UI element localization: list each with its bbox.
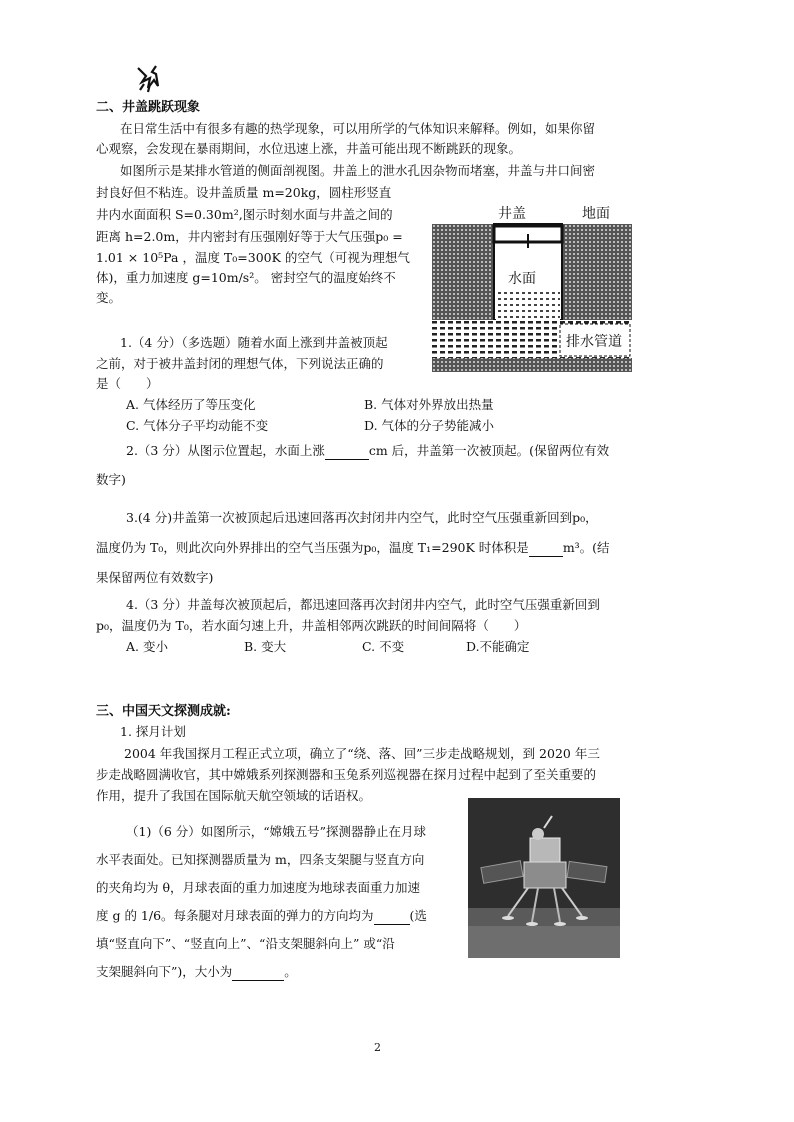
q3-text-post: m³。(结: [562, 540, 610, 555]
q3-line-1: 3.(4 分)井盖第一次被顶起后迅速回落再次封闭井内空气，此时空气压强重新回到p₀，: [126, 510, 598, 525]
label-manhole-cover: 井盖: [498, 206, 526, 222]
lunar-para-2: 步走战略圆满收官，其中嫦娥系列探测器和玉兔系列巡视器在探月过程中起到了至关重要的: [96, 767, 597, 782]
intro-line-1: 在日常生活中有很多有趣的热学现象，可以用所学的气体知识来解释。例如，如果你留: [120, 121, 596, 136]
q1-option-c: C. 气体分子平均动能不变: [126, 418, 269, 433]
well-water: [496, 292, 560, 320]
q4-option-c: C. 不变: [362, 639, 405, 654]
para-line-1: 如图所示是某排水管道的侧面剖视图。井盖上的泄水孔因杂物而堵塞，井盖与井口间密: [120, 163, 596, 178]
q1-line-2: 之前，对于被井盖封闭的理想气体，下列说法正确的: [96, 356, 384, 371]
q1-option-b: B. 气体对外界放出热量: [364, 397, 494, 412]
page-number: 2: [374, 1041, 381, 1054]
q1-line-1: 1.（4 分）（多选题）随着水面上涨到井盖被顶起: [120, 335, 388, 350]
lunar-q1-magnitude-blank[interactable]: [232, 964, 284, 981]
lunar-para-3: 作用，提升了我国在国际航天航空领域的话语权。: [96, 788, 372, 803]
para-line-6: 体)，重力加速度 g=10m/s²。 密封空气的温度始终不: [96, 270, 396, 285]
subsection-lunar: 1. 探月计划: [120, 724, 186, 739]
q2-answer-blank[interactable]: [325, 443, 369, 460]
lunar-q1-text-post: (选: [409, 908, 427, 923]
q3-text-pre: 温度仍为 T₀，则此次向外界排出的空气当压强为p₀，温度 T₁=290K 时体积是: [96, 540, 529, 555]
para-line-4: 距离 h=2.0m，井内密封有压强刚好等于大气压强p₀ =: [96, 229, 403, 244]
lunar-q1-line-5: 填“竖直向下”、“竖直向上”、“沿支架腿斜向上” 或“沿: [96, 936, 395, 951]
para-line-7: 变。: [96, 290, 122, 305]
q4-line-1: 4.（3 分）井盖每次被顶起后，都迅速回落再次封闭井内空气，此时空气压强重新回到: [126, 597, 600, 612]
q4-option-b: B. 变大: [244, 639, 287, 654]
q1-option-a: A. 气体经历了等压变化: [126, 397, 256, 412]
ground-left: [432, 224, 494, 320]
q2-text-post: cm 后，井盖第一次被顶起。(保留两位有效: [368, 443, 610, 458]
lunar-q1-text6-post: 。: [284, 964, 297, 979]
para-line-3: 井内水面面积 S=0.30m²,图示时刻水面与井盖之间的: [96, 207, 393, 222]
q4-line-2: p₀，温度仍为 T₀，若水面匀速上升，井盖相邻两次跳跃的时间间隔将（ ）: [96, 618, 527, 633]
lunar-q1-text-pre: 度 g 的 1/6。每条腿对月球表面的弹力的方向均为: [96, 908, 374, 923]
q4-option-a: A. 变小: [126, 639, 168, 654]
section-title-astronomy: 三、中国天文探测成就:: [96, 704, 231, 719]
q2-text-pre: 2.（3 分）从图示位置起，水面上涨: [126, 443, 325, 458]
lunar-q1-line-2: 水平表面处。已知探测器质量为 m，四条支架腿与竖直方向: [96, 852, 425, 867]
lunar-para-1: 2004 年我国探月工程正式立项，确立了“绕、落、回”三步走战略规划，到 2020 年三: [124, 746, 600, 761]
lunar-q1-direction-blank[interactable]: [374, 908, 410, 925]
q2-line-2: 数字): [96, 472, 126, 487]
q1-option-d: D. 气体的分子势能减小: [364, 418, 495, 433]
lunar-q1-line-1: （1)（6 分）如图所示，“嫦娥五号”探测器静止在月球: [126, 824, 427, 839]
ground-right: [562, 224, 632, 320]
para-line-2: 封良好但不粘连。设井盖质量 m=20kg，圆柱形竖直: [96, 185, 392, 200]
label-water-surface: 水面: [506, 268, 538, 288]
lunar-q1-line-4: [96, 908, 427, 925]
q3-answer-blank[interactable]: [529, 540, 563, 557]
label-drain-pipe: 排水管道: [564, 331, 624, 351]
manhole-diagram: [432, 200, 632, 372]
q2-line-1: [126, 443, 609, 460]
lunar-q1-line-6: [96, 964, 297, 981]
lander-photo: [468, 798, 620, 958]
q3-line-3: 果保留两位有效数字): [96, 570, 214, 585]
q1-line-3: 是（ ）: [96, 376, 159, 391]
para-line-5: 1.01 × 10⁵Pa ，温度 T₀=300K 的空气（可视为理想气: [96, 250, 410, 265]
q4-option-d: D.不能确定: [466, 639, 530, 654]
scribble-mark: [134, 64, 162, 94]
lunar-q1-text6-pre: 支架腿斜向下”)，大小为: [96, 964, 233, 979]
label-ground: 地面: [582, 206, 610, 222]
ground-bottom: [432, 358, 632, 372]
intro-line-2: 心观察，会发现在暴雨期间，水位迅速上涨，井盖可能出现不断跳跃的现象。: [96, 141, 522, 156]
lander-illustration: [468, 798, 620, 958]
section-title-manhole: 二、井盖跳跃现象: [96, 100, 201, 115]
q3-line-2: [96, 540, 610, 557]
lunar-q1-line-3: 的夹角均为 θ，月球表面的重力加速度为地球表面重力加速: [96, 880, 421, 895]
